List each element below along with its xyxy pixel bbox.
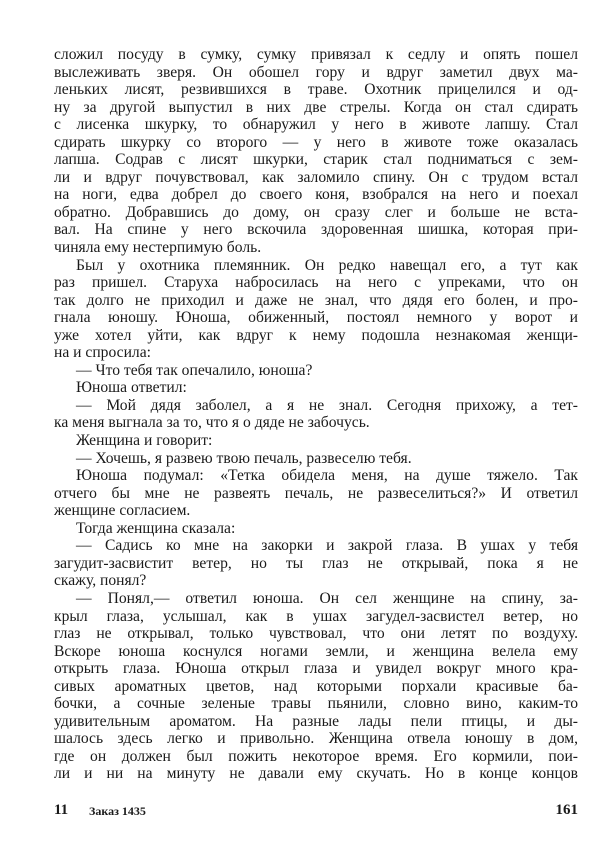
page-number: 161 — [555, 802, 578, 818]
text-line: лапша. Содрав с лисят шкурки, старик стал подниматься с зем- — [54, 151, 578, 169]
text-line: гнала юношу. Юноша, обиженный, постоял немного у ворот и — [54, 309, 578, 327]
text-line: ли и вдруг почувствовал, как заломило спину. Он с трудом встал — [54, 168, 578, 186]
text-line: ну за другой выпустил в них две стрелы. Когда он стал сдирать — [54, 98, 578, 116]
text-line: — Что тебя так опечалило, юноша? — [76, 361, 313, 379]
text-line: — Понял,— ответил юноша. Он сел женщине на спину, за- — [76, 589, 578, 607]
signature-mark: 11 — [54, 802, 69, 818]
text-line: Тогда женщина сказала: — [76, 519, 236, 537]
text-line: — Хочешь, я развею твою печаль, развеселю тебя. — [76, 449, 412, 467]
text-line: обратно. Добравшись до дому, он сразу слег и больше не вста- — [54, 203, 578, 221]
text-line: Юноша подумал: «Тетка обидела меня, на душе тяжело. Так — [76, 467, 578, 485]
text-line: на и спросила: — [54, 344, 151, 362]
text-line: ка меня выгнала за то, что я о дяде не забочусь. — [54, 414, 370, 432]
text-line: Был у охотника племянник. Он редко навещал его, а тут как — [76, 256, 578, 274]
text-line: чиняла ему нестерпимую боль. — [54, 239, 262, 257]
text-line: с лисенка шкурку, то обнаружил у него в животе лапшу. Стал — [54, 116, 578, 134]
text-line: шалось здесь легко и привольно. Женщина отвела юношу в дом, — [54, 730, 578, 748]
text-line: Вскоре юноша коснулся ногами земли, и женщина велела ему — [54, 642, 578, 660]
text-line: — Садись ко мне на закорки и закрой глаза. В ушах у тебя — [76, 537, 578, 555]
text-line: открыть глаза. Юноша открыл глаза и увидел вокруг много кра- — [54, 660, 578, 678]
text-line: бочки, а сочные зеленые травы пьянили, словно вино, каким-то — [54, 695, 578, 713]
text-line: ли и ни на минуту не давали ему скучать. Но в конце концов — [54, 765, 578, 783]
text-line: раз пришел. Старуха набросилась на него с упреками, что он — [54, 274, 578, 292]
page-footer — [54, 802, 578, 820]
text-line: на ноги, едва добрел до своего коня, взобрался на него и поехал — [54, 186, 578, 204]
text-line: — Мой дядя заболел, а я не знал. Сегодня прихожу, а тет- — [76, 396, 578, 414]
text-line: удивительным ароматом. На разные лады пели птицы, и ды- — [54, 712, 578, 730]
page-body-text — [54, 46, 578, 783]
text-line: Юноша ответил: — [76, 379, 187, 397]
text-line: где он должен был пожить некоторое время. Его кормили, пои- — [54, 747, 578, 765]
text-line: отчего бы мне не развеять печаль, не развеселиться?» И ответил — [54, 484, 578, 502]
text-line: сложил посуду в сумку, сумку привязал к седлу и опять пошел — [54, 46, 578, 63]
text-line: уже хотел уйти, как вдруг к нему подошла незнакомая женщи- — [54, 326, 578, 344]
text-line: загудит-засвистит ветер, но ты глаз не открывай, пока я не — [54, 554, 578, 572]
text-line: Женщина и говорит: — [76, 432, 213, 450]
text-line: вал. На спине у него вскочила здоровенная шишка, которая при- — [54, 221, 578, 239]
text-line: крыл глаза, услышал, как в ушах загудел-засвистел ветер, но — [54, 607, 578, 625]
text-line: скажу, понял? — [54, 572, 147, 590]
text-line: сивых ароматных цветов, над которыми порхали красивые ба- — [54, 677, 578, 695]
text-line: леньких лисят, резвившихся в траве. Охотник прицелился и од- — [54, 81, 578, 99]
print-order-number: Заказ 1435 — [89, 804, 146, 818]
text-line: выслеживать зверя. Он обошел гору и вдруг заметил двух ма- — [54, 63, 578, 81]
text-line: женщине согласием. — [54, 502, 191, 520]
text-line: так долго не приходил и даже не знал, что дядя его болен, и про- — [54, 291, 578, 309]
text-line: глаз не открывал, только чувствовал, что они летят по воздуху. — [54, 625, 578, 643]
text-line: сдирать шкурку со второго — у него в животе тоже оказалась — [54, 133, 578, 151]
